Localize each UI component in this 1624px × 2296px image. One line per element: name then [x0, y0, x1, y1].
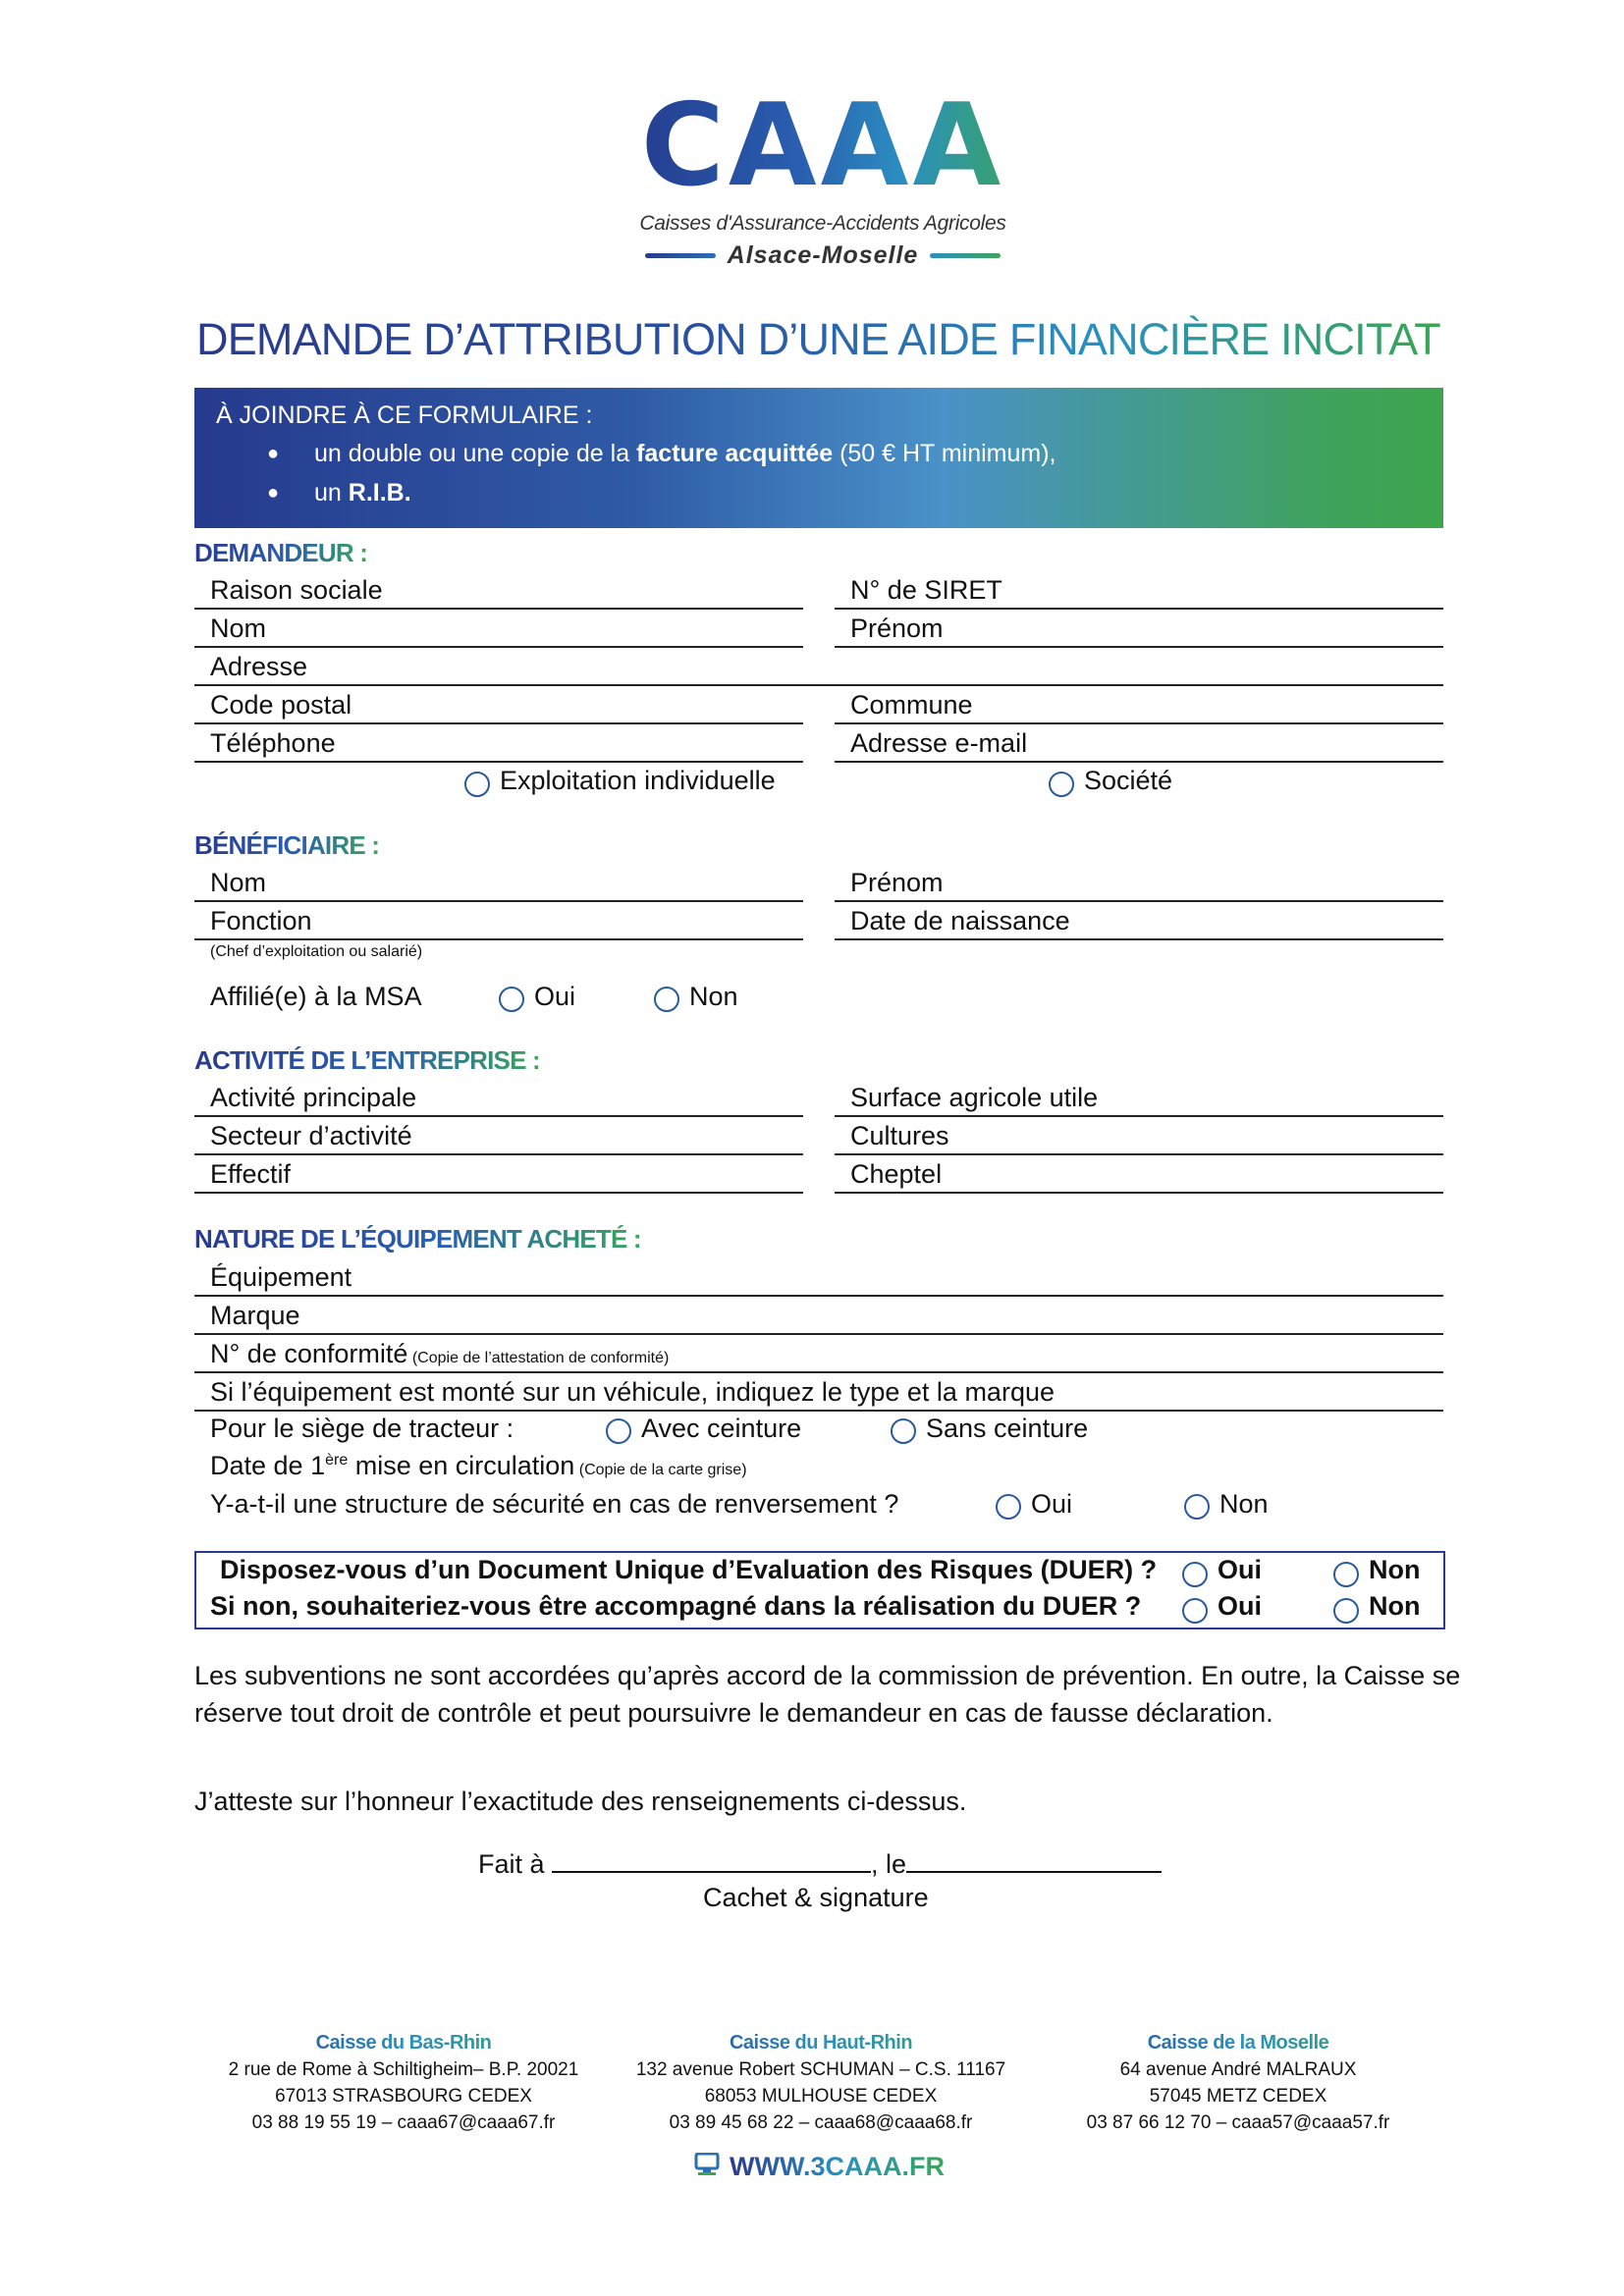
duer-1-non-radio[interactable] [1333, 1562, 1359, 1587]
vehicule-field[interactable]: Si l’équipement est monté sur un véhicule, indiquez le type et la marque [194, 1374, 1443, 1412]
section-demandeur: DEMANDEUR : [194, 538, 368, 567]
footer-haut-rhin [615, 2030, 1027, 2136]
date-text: mise en circulation [348, 1451, 575, 1480]
banner-item-invoice [216, 436, 1443, 475]
footer-line: 67013 STRASBOURG CEDEX [275, 2086, 532, 2107]
footer-line: 03 89 45 68 22 – caaa68@caaa68.fr [669, 2112, 973, 2133]
conformite-field[interactable] [194, 1336, 1443, 1373]
banner-item-rib [216, 475, 1443, 514]
fonction-note: (Chef d’exploitation ou salarié) [210, 943, 423, 960]
date-naissance-field[interactable]: Date de naissance [835, 903, 1443, 940]
banner-item-text: un [314, 479, 349, 507]
effectif-field[interactable]: Effectif [194, 1156, 803, 1194]
raison-sociale-field[interactable]: Raison sociale [194, 572, 803, 610]
surface-field[interactable]: Surface agricole utile [835, 1080, 1443, 1117]
code-postal-field[interactable]: Code postal [194, 687, 803, 724]
footer-line: 2 rue de Rome à Schiltigheim– B.P. 20021 [228, 2059, 579, 2080]
equipement-field[interactable]: Équipement [194, 1259, 1443, 1297]
structure-non-label: Non [1219, 1489, 1269, 1519]
duer-question-2: Si non, souhaiteriez-vous être accompagné dans la réalisation du DUER ? [210, 1591, 1142, 1621]
footer-haut-rhin-name: Caisse du Haut-Rhin [615, 2030, 1027, 2056]
avec-ceinture-radio[interactable] [606, 1418, 631, 1444]
duer-1-oui-label: Oui [1218, 1555, 1262, 1584]
siege-label: Pour le siège de tracteur : [210, 1414, 514, 1443]
computer-icon [694, 2153, 720, 2181]
individuelle-label: Exploitation individuelle [500, 766, 776, 795]
structure-non-radio[interactable] [1184, 1494, 1210, 1520]
societe-label: Société [1084, 766, 1173, 795]
adresse-field[interactable]: Adresse [194, 649, 1443, 686]
footer-line: 03 87 66 12 70 – caaa57@caaa57.fr [1086, 2112, 1390, 2133]
commune-field[interactable]: Commune [835, 687, 1443, 724]
msa-label: Affilié(e) à la MSA [210, 982, 422, 1011]
date-blank[interactable] [906, 1845, 1162, 1873]
website-text: WWW.3CAAA.FR [730, 2151, 945, 2181]
msa-non-radio[interactable] [654, 987, 679, 1012]
siret-field[interactable]: N° de SIRET [835, 572, 1443, 610]
footer-bas-rhin-name: Caisse du Bas-Rhin [197, 2030, 610, 2056]
duer-box [194, 1551, 1445, 1629]
attachments-banner [194, 388, 1443, 528]
bullet-icon: ● [267, 482, 280, 504]
banner-item-bold: R.I.B. [348, 479, 411, 507]
banner-item-text: un double ou une copie de la [314, 440, 637, 467]
individuelle-radio[interactable] [464, 772, 490, 797]
marque-field[interactable]: Marque [194, 1298, 1443, 1335]
date-note: (Copie de la carte grise) [574, 1462, 747, 1478]
structure-oui-radio[interactable] [996, 1494, 1021, 1520]
cultures-field[interactable]: Cultures [835, 1118, 1443, 1155]
logo-wordmark: CAAA [617, 88, 1029, 204]
duer-1-oui-radio[interactable] [1182, 1562, 1208, 1587]
signature-line [478, 1845, 1162, 1880]
duer-1-non-label: Non [1369, 1555, 1421, 1584]
footer-moselle [1032, 2030, 1444, 2136]
sans-ceinture-radio[interactable] [891, 1418, 916, 1444]
duer-2-non-label: Non [1369, 1591, 1421, 1621]
section-equipement: NATURE DE L’ÉQUIPEMENT ACHETÉ : [194, 1224, 641, 1254]
footer-line: 03 88 19 55 19 – caaa67@caaa67.fr [251, 2112, 556, 2133]
footer-line: 132 avenue Robert SCHUMAN – C.S. 11167 [635, 2059, 1006, 2080]
fonction-field[interactable]: Fonction [194, 903, 803, 940]
banner-item-text: (50 € HT minimum), [833, 440, 1056, 467]
activite-principale-field[interactable]: Activité principale [194, 1080, 803, 1117]
logo-subtitle: Caisses d'Assurance-Accidents Agricoles [639, 212, 1006, 235]
bullet-icon: ● [267, 443, 280, 464]
footer-line: 68053 MULHOUSE CEDEX [704, 2086, 938, 2107]
banner-heading: À JOINDRE À CE FORMULAIRE : [216, 401, 593, 429]
footer-line: 64 avenue André MALRAUX [1119, 2059, 1357, 2080]
logo-bar-right [930, 253, 1001, 258]
duer-2-oui-label: Oui [1218, 1591, 1262, 1621]
website-link[interactable] [694, 2150, 945, 2183]
conformite-label: N° de conformité [210, 1339, 408, 1368]
logo-region-row [617, 241, 1029, 270]
telephone-field[interactable]: Téléphone [194, 725, 803, 763]
conformite-note: (Copie de l’attestation de conformité) [407, 1350, 670, 1366]
footer-bas-rhin [197, 2030, 610, 2136]
msa-oui-label: Oui [534, 982, 576, 1011]
nom-field[interactable]: Nom [194, 611, 803, 648]
msa-non-label: Non [689, 982, 738, 1011]
section-activite: ACTIVITÉ DE L’ENTREPRISE : [194, 1045, 540, 1075]
cheptel-field[interactable]: Cheptel [835, 1156, 1443, 1194]
msa-oui-radio[interactable] [499, 987, 524, 1012]
footer-line: 57045 METZ CEDEX [1149, 2086, 1327, 2107]
duer-question-1: Disposez-vous d’un Document Unique d’Evaluation des Risques (DUER) ? [220, 1555, 1158, 1584]
logo-region: Alsace-Moselle [727, 241, 919, 269]
cachet-label: Cachet & signature [703, 1883, 929, 1912]
societe-radio[interactable] [1049, 772, 1074, 797]
attestation-paragraph: J’atteste sur l’honneur l’exactitude des renseignements ci-dessus. [194, 1787, 967, 1816]
duer-2-non-radio[interactable] [1333, 1598, 1359, 1624]
prenom-field[interactable]: Prénom [835, 611, 1443, 648]
beneficiaire-prenom-field[interactable]: Prénom [835, 865, 1443, 902]
beneficiaire-nom-field[interactable]: Nom [194, 865, 803, 902]
logo-bar-left [645, 253, 716, 258]
caaa-logo [617, 80, 1029, 275]
legal-paragraph: Les subventions ne sont accordées qu’après accord de la commission de prévention. En outre, la Caisse se réserve tout droit de contrôle et peut poursuivre le demandeur en cas de fausse déclaration. [194, 1661, 1461, 1728]
structure-label: Y-a-t-il une structure de sécurité en cas de renversement ? [210, 1489, 899, 1519]
email-field[interactable]: Adresse e-mail [835, 725, 1443, 763]
fait-a-label: Fait à [478, 1849, 545, 1879]
structure-oui-label: Oui [1031, 1489, 1073, 1519]
le-label: , le [871, 1849, 907, 1879]
banner-item-bold: facture acquittée [636, 440, 834, 467]
secteur-field[interactable]: Secteur d’activité [194, 1118, 803, 1155]
date-text: Date de 1 [210, 1451, 326, 1480]
duer-2-oui-radio[interactable] [1182, 1598, 1208, 1624]
page-title: DEMANDE D’ATTRIBUTION D’UNE AIDE FINANCIÈRE INCITATIVE [196, 314, 1509, 364]
date-circulation-label[interactable] [210, 1451, 747, 1481]
date-sup: ère [325, 1452, 349, 1468]
footer-moselle-name: Caisse de la Moselle [1032, 2030, 1444, 2056]
place-blank[interactable] [552, 1845, 871, 1873]
avec-ceinture-label: Avec ceinture [641, 1414, 802, 1443]
section-beneficiaire: BÉNÉFICIAIRE : [194, 830, 380, 860]
sans-ceinture-label: Sans ceinture [926, 1414, 1089, 1443]
